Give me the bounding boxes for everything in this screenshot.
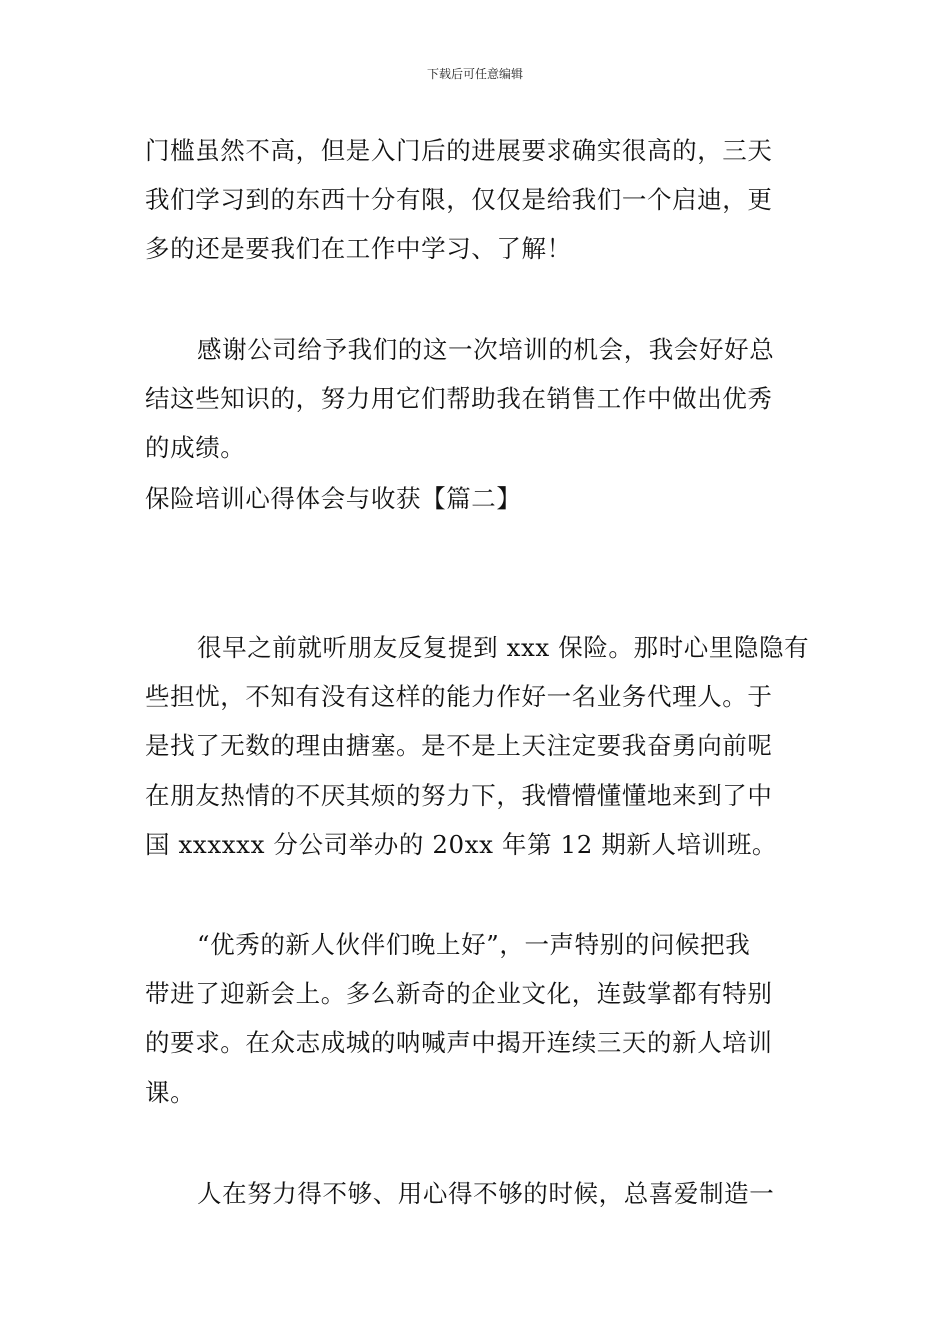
paragraph-2-line-2: 结这些知识的，努力用它们帮助我在销售工作中做出优秀 bbox=[145, 384, 773, 414]
paragraph-4-line-1: “优秀的新人伙伴们晚上好”，一声特别的问候把我 bbox=[197, 930, 751, 959]
section-heading-text: 保险培训心得体会与收获【篇二】 bbox=[145, 484, 522, 513]
paragraph-3 bbox=[145, 623, 810, 869]
paragraph-3-line-4: 在朋友热情的不厌其烦的努力下，我懵懵懂懂地来到了中 bbox=[145, 780, 773, 810]
paragraph-4-line-4: 课。 bbox=[145, 1077, 196, 1107]
paragraph-3-line-3: 是找了无数的理由搪塞。是不是上天注定要我奋勇向前呢 bbox=[145, 731, 773, 761]
paragraph-2-line-1: 感谢公司给予我们的这一次培训的机会，我会好好总 bbox=[197, 335, 775, 364]
paragraph-5 bbox=[145, 1169, 807, 1218]
paragraph-1-line-3: 多的还是要我们在工作中学习、了解！ bbox=[145, 234, 572, 264]
paragraph-3-line-2: 些担忧，不知有没有这样的能力作好一名业务代理人。于 bbox=[145, 682, 773, 712]
header-note: 下载后可任意编辑 bbox=[426, 67, 523, 81]
paragraph-3-line-5: 国 xxxxxx 分公司举办的 20xx 年第 12 期新人培训班。 bbox=[145, 829, 778, 859]
section-heading bbox=[145, 474, 807, 523]
paragraph-3-line-1: 很早之前就听朋友反复提到 xxx 保险。那时心里隐隐有 bbox=[197, 633, 810, 662]
paragraph-5-line-1: 人在努力得不够、用心得不够的时候，总喜爱制造一 bbox=[197, 1179, 775, 1208]
paragraph-4-line-2: 带进了迎新会上。多么新奇的企业文化，连鼓掌都有特别 bbox=[145, 979, 773, 1009]
paragraph-2 bbox=[145, 325, 807, 473]
paragraph-4 bbox=[145, 920, 807, 1117]
paragraph-1 bbox=[145, 126, 807, 274]
paragraph-1-line-1: 门槛虽然不高，但是入门后的进展要求确实很高的，三天 bbox=[145, 136, 773, 165]
paragraph-2-line-3: 的成绩。 bbox=[145, 433, 246, 463]
paragraph-1-line-2: 我们学习到的东西十分有限，仅仅是给我们一个启迪，更 bbox=[145, 185, 773, 215]
paragraph-4-line-3: 的要求。在众志成城的呐喊声中揭开连续三天的新人培训 bbox=[145, 1028, 773, 1058]
